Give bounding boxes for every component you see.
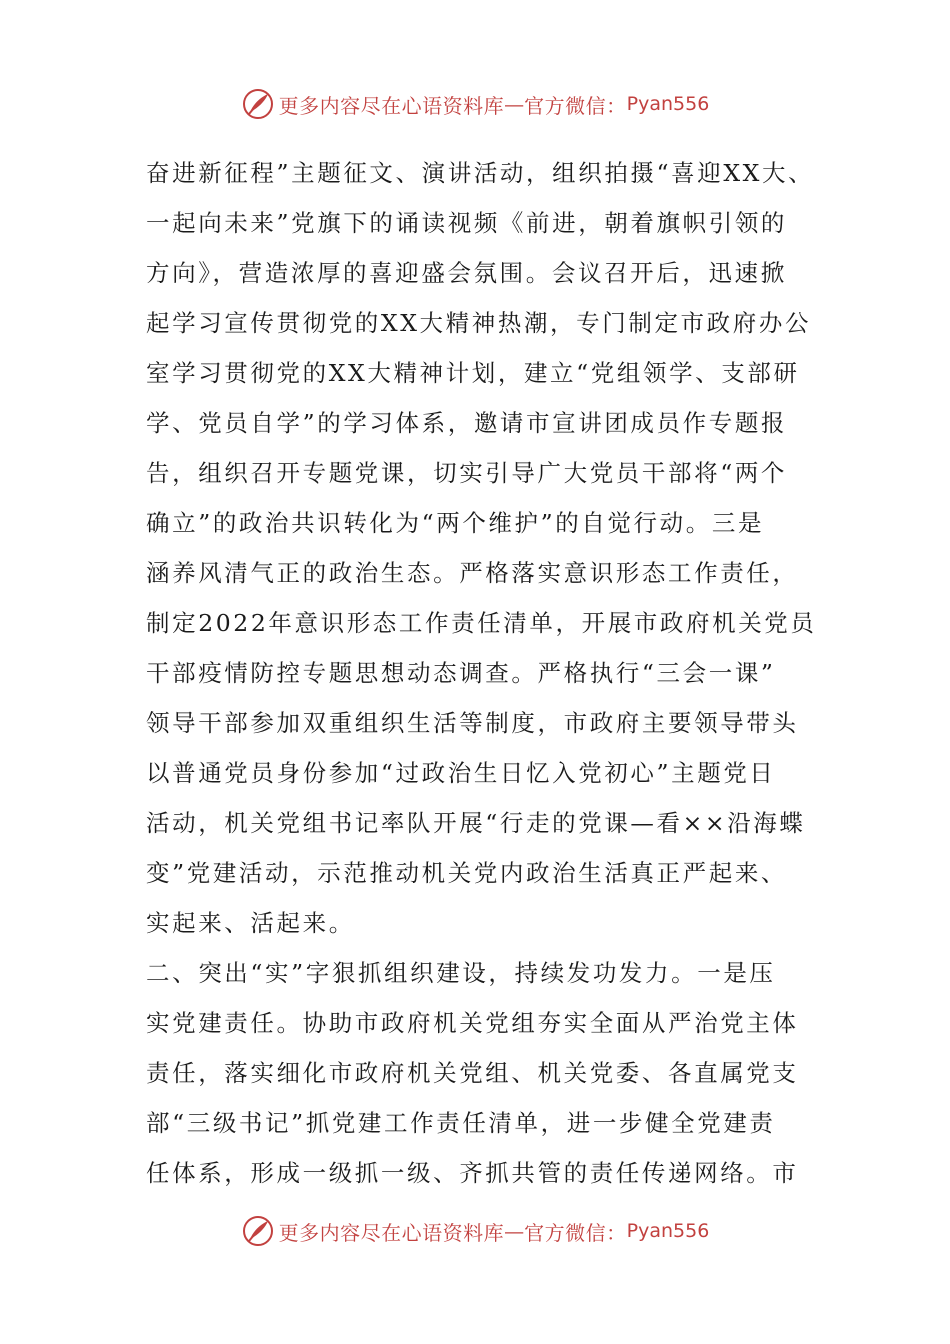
- text-line: 制定2022年意识形态工作责任清单，开展市政府机关党员: [146, 609, 817, 637]
- watermark-label: 官方微信：: [524, 1220, 627, 1245]
- text-line: 告，组织召开专题党课，切实引导广大党员干部将“两个: [146, 459, 788, 487]
- text-line: 确立”的政治共识转化为“两个维护”的自觉行动。三是: [146, 509, 765, 537]
- text-line: 涵养风清气正的政治生态。严格落实意识形态工作责任，: [146, 559, 799, 587]
- text-line: 领导干部参加双重组织生活等制度，市政府主要领导带头: [146, 709, 799, 737]
- text-line: 以普通党员身份参加“过政治生日忆入党初心”主题党日: [146, 759, 776, 787]
- text-line: 方向》，营造浓厚的喜迎盛会氛围。会议召开后，迅速掀: [146, 259, 787, 287]
- text-line: 干部疫情防控专题思想动态调查。严格执行“三会一课”: [146, 659, 776, 687]
- text-line: 实党建责任。协助市政府机关党组夯实全面从严治党主体: [146, 1009, 799, 1037]
- text-line: 活动，机关党组书记率队开展“行走的党课—看××沿海蝶: [146, 809, 806, 837]
- quill-pen-logo-icon: [241, 1214, 275, 1248]
- text-line: 起学习宣传贯彻党的XX大精神热潮，专门制定市政府办公: [146, 309, 812, 337]
- watermark-id: Pyan556: [626, 1220, 710, 1242]
- text-line: 责任，落实细化市政府机关党组、机关党委、各直属党支: [146, 1059, 799, 1087]
- watermark-text: 更多内容尽在心语资料库: [278, 1220, 505, 1245]
- watermark-separator: —: [504, 1219, 525, 1243]
- text-line: 变”党建活动，示范推动机关党内政治生活真正严起来、: [146, 859, 788, 887]
- text-line: 部“三级书记”抓党建工作责任清单，进一步健全党建责: [146, 1109, 776, 1137]
- text-line: 学、党员自学”的学习体系，邀请市宣讲团成员作专题报: [146, 409, 788, 437]
- text-line: 室学习贯彻党的XX大精神计划，建立“党组领学、支部研: [146, 359, 800, 387]
- text-line: 实起来、活起来。: [146, 909, 355, 937]
- watermark-text: 更多内容尽在心语资料库: [278, 93, 505, 118]
- text-line: 一起向未来”党旗下的诵读视频《前进，朝着旗帜引领的: [146, 209, 788, 237]
- text-line: 二、突出“实”字狠抓组织建设，持续发功发力。一是压: [146, 959, 776, 987]
- watermark-footer: [0, 1211, 950, 1251]
- text-line: 奋进新征程”主题征文、演讲活动，组织拍摄“喜迎XX大、: [146, 159, 815, 187]
- watermark-id: Pyan556: [626, 93, 710, 115]
- watermark-separator: —: [504, 92, 525, 116]
- document-body: [146, 148, 826, 1198]
- quill-pen-logo-icon: [241, 87, 275, 121]
- text-line: 任体系，形成一级抓一级、齐抓共管的责任传递网络。市: [146, 1159, 799, 1187]
- watermark-header: [0, 84, 950, 124]
- watermark-label: 官方微信：: [524, 93, 627, 118]
